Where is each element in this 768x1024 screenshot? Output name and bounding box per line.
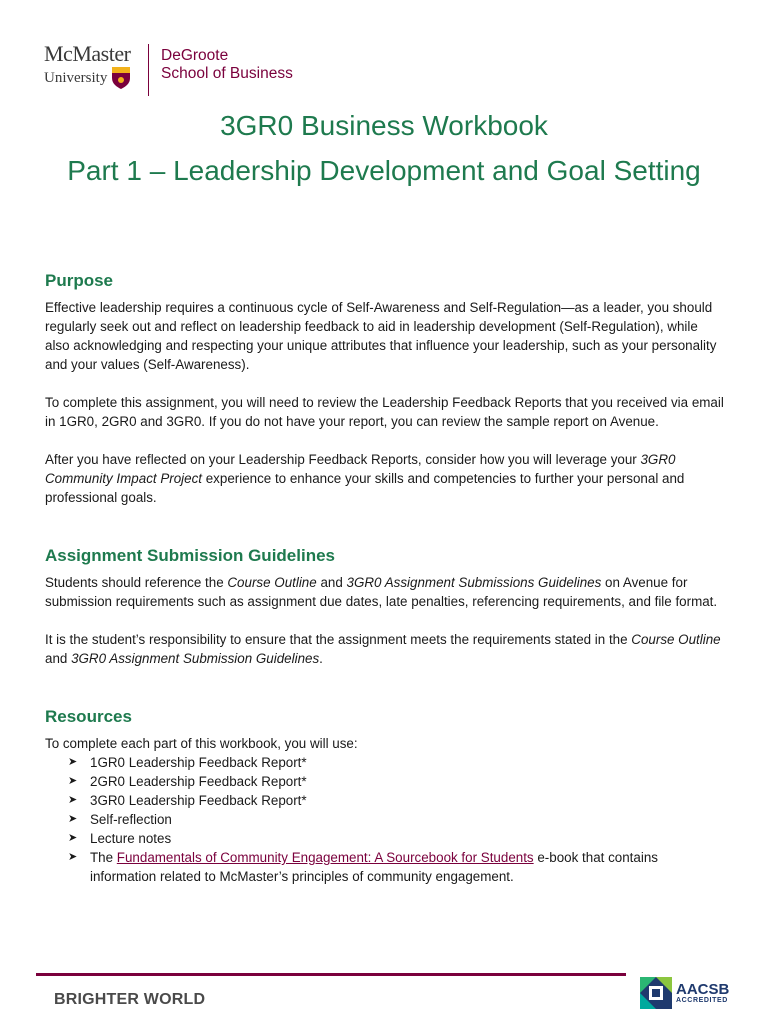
purpose-p3-text-b: experience to enhance your skills and competencies to further your personal and professional goals.	[45, 471, 685, 505]
brighter-world-tagline: BRIGHTER WORLD	[54, 991, 206, 1008]
guidelines-heading: Assignment Submission Guidelines	[45, 546, 335, 565]
arrow-bullet-icon: ➤	[68, 775, 78, 787]
purpose-p3-emphasis: 3GR0 Community Impact Project	[45, 452, 676, 486]
aacsb-label: AACSB	[676, 980, 730, 998]
list-item	[45, 848, 725, 886]
guidelines-p2-emphasis-1: Course Outline	[631, 632, 721, 647]
guidelines-p1-text-b: and	[316, 575, 347, 590]
resources-list	[45, 753, 725, 886]
guidelines-p2-emphasis-2: 3GR0 Assignment Submission Guidelines	[71, 651, 320, 666]
crest-icon	[111, 66, 131, 90]
arrow-bullet-icon: ➤	[68, 794, 78, 806]
purpose-heading: Purpose	[45, 271, 114, 290]
resource-item-suffix: e-book that contains information related to McMaster’s principles of community engagement.	[90, 850, 658, 884]
resource-item-prefix: The	[90, 850, 117, 865]
aacsb-logo	[640, 977, 729, 1009]
arrow-bullet-icon: ➤	[68, 813, 78, 825]
guidelines-p1-emphasis-1: Course Outline	[227, 575, 317, 590]
resource-item-label: Self-reflection	[90, 812, 172, 827]
purpose-paragraph-2: To complete this assignment, you will need to review the Leadership Feedback Reports that you received via email in 1GR0, 2GR0 and 3GR0. If you do not have your report, you can review the sample report on Avenue.	[45, 395, 724, 429]
logo-divider	[148, 44, 149, 96]
purpose-p3-text-a: After you have reflected on your Leadership Feedback Reports, consider how you will leverage your	[45, 452, 641, 467]
guidelines-paragraph-1	[45, 573, 725, 611]
resources-heading: Resources	[45, 707, 132, 726]
mcmaster-wordmark: McMaster	[44, 41, 131, 66]
list-item	[45, 791, 725, 810]
document-body	[45, 270, 725, 886]
resource-item-label: 1GR0 Leadership Feedback Report*	[90, 755, 307, 770]
university-wordmark: University	[44, 69, 108, 86]
guidelines-p1-text-c: on Avenue for submission requirements such as assignment due dates, late penalties, referencing requirements, and file format.	[45, 575, 718, 609]
guidelines-paragraph-2	[45, 630, 725, 668]
guidelines-p2-text-b: and	[45, 651, 72, 666]
arrow-bullet-icon: ➤	[68, 756, 78, 768]
mcmaster-logo	[44, 41, 140, 90]
purpose-paragraph-1: Effective leadership requires a continuous cycle of Self-Awareness and Self-Regulation—as a leader, you should regularly seek out and reflect on leadership feedback to aid in leadership development (Self-Regulation), while also acknowledging and respecting your unique attributes that influence your leadership, such as your personality and your values (Self-Awareness).	[45, 300, 717, 372]
document-title	[0, 100, 768, 192]
sourcebook-link[interactable]: Fundamentals of Community Engagement: A Sourcebook for Students	[116, 850, 534, 865]
guidelines-p2-text-c: .	[319, 651, 323, 666]
title-line1: 3GR0 Business Workbook	[220, 110, 548, 141]
list-item	[45, 829, 725, 848]
list-item	[45, 772, 725, 791]
arrow-bullet-icon: ➤	[68, 832, 78, 844]
guidelines-p1-text-a: Students should reference the	[45, 575, 228, 590]
resource-item-label: Lecture notes	[90, 831, 172, 846]
aacsb-wordmark	[676, 980, 730, 1004]
purpose-paragraph-3	[45, 450, 725, 507]
school-name	[161, 44, 293, 83]
title-line2: Part 1 – Leadership Development and Goal Setting	[67, 155, 701, 186]
school-name-line1: DeGroote	[161, 47, 229, 64]
guidelines-p1-emphasis-2: 3GR0 Assignment Submissions Guidelines	[346, 575, 602, 590]
list-item	[45, 810, 725, 829]
resources-intro: To complete each part of this workbook, you will use:	[45, 736, 358, 751]
footer-divider	[36, 973, 626, 976]
guidelines-p2-text-a: It is the student’s responsibility to ensure that the assignment meets the requirements stated in the	[45, 632, 632, 647]
header-logo	[44, 41, 293, 100]
list-item	[45, 753, 725, 772]
aacsb-mark-icon	[640, 977, 672, 1009]
school-name-line2: School of Business	[161, 65, 293, 82]
arrow-bullet-icon: ➤	[68, 851, 78, 863]
resource-item-label: 2GR0 Leadership Feedback Report*	[90, 774, 307, 789]
aacsb-accredited-label: ACCREDITED	[676, 996, 728, 1004]
resource-item-label: 3GR0 Leadership Feedback Report*	[90, 793, 307, 808]
